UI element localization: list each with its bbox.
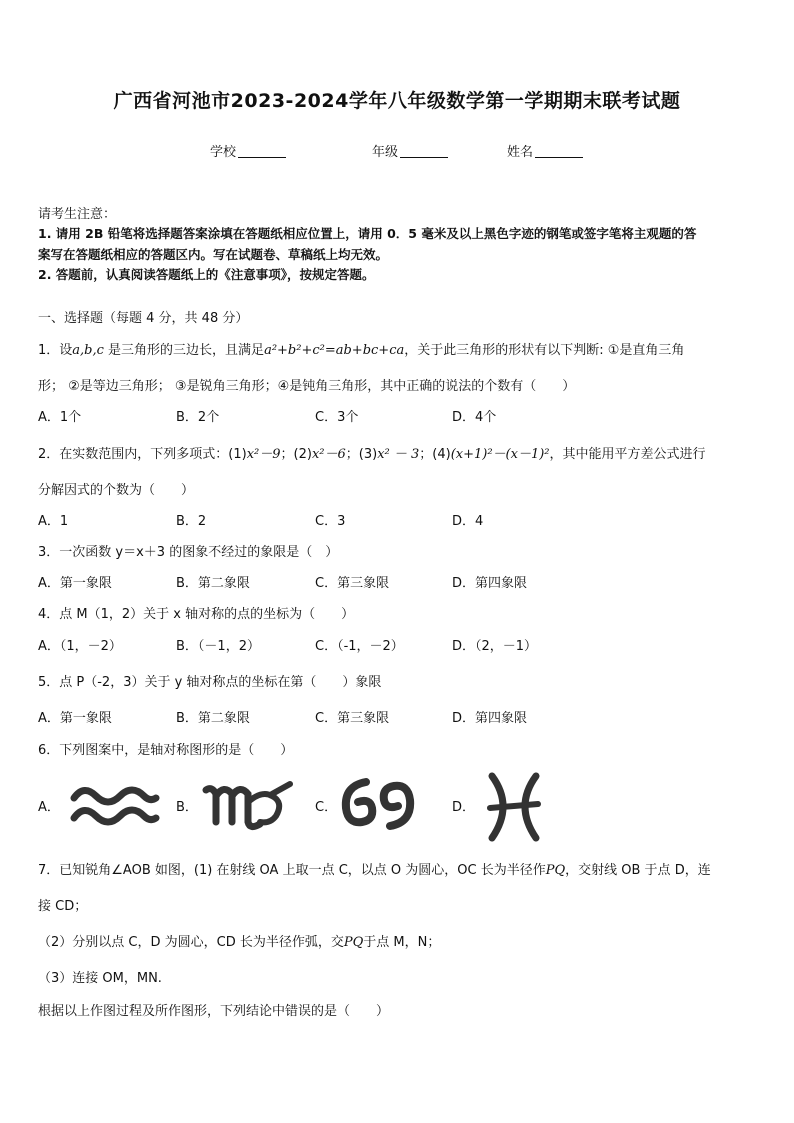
q5-option-a[interactable]: A．第一象限 — [38, 711, 112, 726]
aquarius-symbol-figure[interactable] — [70, 776, 160, 832]
notice-line2: 2. 答题前，认真阅读答题纸上的《注意事项》，按规定答题。 — [38, 267, 375, 282]
q1-option-b[interactable]: B．2个 — [176, 410, 220, 425]
q5-option-b[interactable]: B．第二象限 — [176, 711, 250, 726]
name-blank[interactable] — [535, 145, 583, 158]
name-label: 姓名 — [507, 145, 534, 160]
pisces-symbol-figure[interactable] — [484, 772, 544, 842]
question-1-line1: 1．设a,b,c 是三角形的三边长，且满足a²+b²+c²=ab+bc+ca，关于此三角形的形状有以下判断: ①是直角三角 — [38, 343, 685, 358]
arc-pq-2: PQ — [343, 935, 364, 950]
q6-option-c[interactable]: C． — [315, 800, 338, 815]
q2-option-a[interactable]: A．1 — [38, 514, 69, 529]
q4-option-b[interactable]: B．（－1，2） — [176, 639, 260, 654]
question-2-line2: 分解因式的个数为（ ） — [38, 483, 195, 498]
q5-option-c[interactable]: C．第三象限 — [315, 711, 390, 726]
school-label: 学校 — [210, 145, 237, 160]
q4-option-c[interactable]: C．（-1，－2） — [315, 639, 404, 654]
question-5: 5．点 P（-2，3）关于 y 轴对称点的坐标在第（ ）象限 — [38, 675, 382, 690]
q5-option-d[interactable]: D．第四象限 — [452, 711, 528, 726]
question-7-line5: 根据以上作图过程及所作图形，下列结论中错误的是（ ） — [38, 1004, 390, 1019]
virgo-symbol-figure[interactable] — [200, 776, 300, 832]
school-field[interactable] — [210, 141, 286, 160]
notice-line1a: 1. 请用 2B 铅笔将选择题答案涂填在答题纸相应位置上，请用 0．5 毫米及以上黑色字迹的钢笔或签字笔将主观题的答 — [38, 226, 697, 241]
q2-option-d[interactable]: D．4 — [452, 514, 484, 529]
q2-option-b[interactable]: B．2 — [176, 514, 207, 529]
q1-option-c[interactable]: C．3个 — [315, 410, 359, 425]
question-7-line3: （2）分别以点 C，D 为圆心，CD 长为半径作弧，交PQ于点 M，N； — [38, 935, 441, 950]
arc-pq: PQ — [545, 863, 566, 878]
q1-option-a[interactable]: A．1个 — [38, 410, 82, 425]
q4-option-a[interactable]: A．（1，－2） — [38, 639, 122, 654]
question-4: 4．点 M（1，2）关于 x 轴对称的点的坐标为（ ） — [38, 607, 355, 622]
q6-option-d[interactable]: D． — [452, 800, 476, 815]
question-2-line1: 2．在实数范围内，下列多项式：(1)x²－9；(2)x²－6；(3)x² － 3；(4)(x+1)²－(x－1)²，其中能用平方差公式进行 — [38, 447, 706, 462]
notice-heading: 请考生注意： — [38, 207, 117, 222]
name-field[interactable] — [507, 141, 583, 160]
page-title: 广西省河池市2023-2024学年八年级数学第一学期期末联考试题 — [113, 90, 681, 112]
q4-option-d[interactable]: D．（2，－1） — [452, 639, 538, 654]
question-7-line1: 7．已知锐角∠AOB 如图，(1) 在射线 OA 上取一点 C，以点 O 为圆心，OC 长为半径作PQ，交射线 OB 于点 D，连 — [38, 863, 711, 878]
q2-option-c[interactable]: C．3 — [315, 514, 346, 529]
notice-line1b: 案写在答题纸相应的答题区内。写在试题卷、草稿纸上均无效。 — [38, 247, 389, 262]
section-heading: 一、选择题（每题 4 分，共 48 分） — [38, 311, 249, 326]
question-6: 6．下列图案中，是轴对称图形的是（ ） — [38, 743, 294, 758]
grade-field[interactable] — [372, 141, 448, 160]
grade-label: 年级 — [372, 145, 399, 160]
q6-option-b[interactable]: B． — [176, 800, 198, 815]
q3-option-c[interactable]: C．第三象限 — [315, 576, 390, 591]
q3-option-b[interactable]: B．第二象限 — [176, 576, 250, 591]
question-3: 3．一次函数 y＝x＋3 的图象不经过的象限是（ ） — [38, 545, 339, 560]
cancer-symbol-figure[interactable] — [338, 776, 418, 832]
school-blank[interactable] — [238, 145, 286, 158]
question-1-line2: 形； ②是等边三角形； ③是锐角三角形；④是钝角三角形，其中正确的说法的个数有（ ） — [38, 379, 576, 394]
q3-option-a[interactable]: A．第一象限 — [38, 576, 112, 591]
q3-option-d[interactable]: D．第四象限 — [452, 576, 528, 591]
q6-option-a[interactable]: A． — [38, 800, 60, 815]
q1-option-d[interactable]: D．4个 — [452, 410, 497, 425]
question-7-line4: （3）连接 OM，MN. — [38, 971, 162, 986]
question-7-line2: 接 CD； — [38, 899, 88, 914]
grade-blank[interactable] — [400, 145, 448, 158]
